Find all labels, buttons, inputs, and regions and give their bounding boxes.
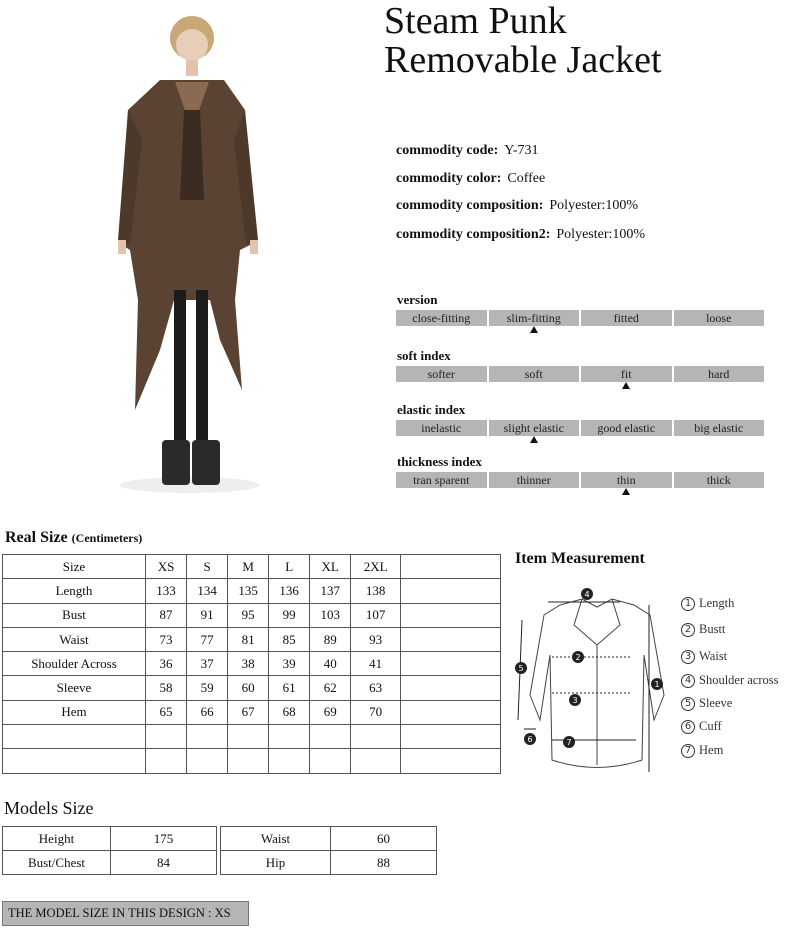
legend-label: Sleeve (699, 696, 733, 710)
scale-option-selected: fit (581, 366, 672, 382)
attribute-commodity-color (396, 171, 545, 187)
scale-option: big elastic (674, 420, 765, 436)
models-table-left (2, 826, 217, 875)
table-cell: 37 (187, 652, 228, 676)
scale-option: tran sparent (396, 472, 487, 488)
legend-item-sleeve (681, 696, 732, 711)
table-cell (187, 749, 228, 773)
table-cell: Bust (3, 603, 146, 627)
attribute-value: Y-731 (504, 143, 539, 158)
scale-thickness-index (396, 472, 764, 488)
table-cell (146, 725, 187, 749)
table-row (3, 851, 217, 875)
svg-text:5: 5 (518, 664, 524, 673)
table-cell: 77 (187, 627, 228, 651)
table-cell: Length (3, 579, 146, 603)
table-row (3, 827, 217, 851)
table-cell: 73 (146, 627, 187, 651)
table-cell: 36 (146, 652, 187, 676)
legend-number: 5 (681, 697, 695, 711)
scale-option: softer (396, 366, 487, 382)
table-cell: 103 (310, 603, 351, 627)
legend-number: 7 (681, 744, 695, 758)
svg-text:3: 3 (572, 696, 578, 705)
table-cell: Bust/Chest (3, 851, 111, 875)
legend-label: Length (699, 596, 735, 610)
attribute-label: commodity color: (396, 171, 502, 186)
table-cell (146, 749, 187, 773)
attribute-label: commodity composition2: (396, 227, 551, 242)
table-cell (269, 725, 310, 749)
scale-option: inelastic (396, 420, 487, 436)
table-cell: 134 (187, 579, 228, 603)
table-cell: Waist (3, 627, 146, 651)
table-row (221, 851, 437, 875)
table-cell (3, 725, 146, 749)
table-cell (351, 749, 401, 773)
table-cell (401, 676, 501, 700)
real-size-title: Real Size (5, 529, 68, 546)
table-cell: 91 (187, 603, 228, 627)
attribute-commodity-composition (396, 198, 638, 214)
table-cell (401, 627, 501, 651)
item-measurement-heading: Item Measurement (515, 550, 645, 567)
scale-soft-index (396, 366, 764, 382)
table-cell: Waist (221, 827, 331, 851)
scale-label-thickness-index: thickness index (397, 454, 482, 469)
scale-option: thinner (489, 472, 580, 488)
table-cell: 87 (146, 603, 187, 627)
attribute-value: Polyester:100% (549, 198, 639, 213)
table-row (3, 700, 501, 724)
table-cell: 95 (228, 603, 269, 627)
attribute-commodity-composition2 (396, 227, 645, 243)
table-cell: 133 (146, 579, 187, 603)
table-cell: 66 (187, 700, 228, 724)
table-header-row (3, 555, 501, 579)
table-cell: 61 (269, 676, 310, 700)
scale-option-selected: slight elastic (489, 420, 580, 436)
title-line-1: Steam Punk (384, 0, 567, 42)
attribute-commodity-code (396, 143, 539, 159)
legend-number: 3 (681, 650, 695, 664)
table-row (3, 676, 501, 700)
scale-version (396, 310, 764, 326)
legend-number: 4 (681, 674, 695, 688)
table-cell: Sleeve (3, 676, 146, 700)
table-header-cell: Size (3, 555, 146, 579)
table-cell: 59 (187, 676, 228, 700)
legend-number: 2 (681, 623, 695, 637)
real-size-heading (5, 529, 142, 547)
table-row (3, 725, 501, 749)
table-cell (228, 749, 269, 773)
table-cell: 70 (351, 700, 401, 724)
table-cell: 62 (310, 676, 351, 700)
table-cell: Hip (221, 851, 331, 875)
table-cell: 40 (310, 652, 351, 676)
legend-item-cuff (681, 719, 722, 734)
table-row (3, 627, 501, 651)
table-cell: 67 (228, 700, 269, 724)
scale-option: close-fitting (396, 310, 487, 326)
svg-text:2: 2 (575, 653, 581, 662)
scale-option: good elastic (581, 420, 672, 436)
table-header-cell: L (269, 555, 310, 579)
table-cell: 63 (351, 676, 401, 700)
svg-text:4: 4 (584, 590, 590, 599)
table-cell (269, 749, 310, 773)
legend-item-waist (681, 649, 727, 664)
legend-label: Shoulder across (699, 673, 779, 687)
table-cell: 138 (351, 579, 401, 603)
table-row (3, 652, 501, 676)
table-cell (228, 725, 269, 749)
table-cell: 39 (269, 652, 310, 676)
table-row (221, 827, 437, 851)
table-cell (401, 652, 501, 676)
table-header-cell: XL (310, 555, 351, 579)
attribute-label: commodity composition: (396, 198, 544, 213)
scale-option: soft (489, 366, 580, 382)
table-cell: 135 (228, 579, 269, 603)
legend-label: Bustt (699, 622, 726, 636)
table-cell: 85 (269, 627, 310, 651)
legend-item-hem (681, 743, 723, 758)
table-cell: Height (3, 827, 111, 851)
legend-item-shoulder-across (681, 673, 779, 688)
table-cell: 38 (228, 652, 269, 676)
table-cell (310, 749, 351, 773)
table-row (3, 603, 501, 627)
attribute-value: Coffee (507, 171, 546, 186)
table-cell: 107 (351, 603, 401, 627)
legend-label: Hem (699, 743, 724, 757)
attribute-label: commodity code: (396, 143, 499, 158)
table-header-cell (401, 555, 501, 579)
table-cell: 65 (146, 700, 187, 724)
table-header-cell: M (228, 555, 269, 579)
table-cell (310, 725, 351, 749)
table-cell: 41 (351, 652, 401, 676)
models-table-right (220, 826, 437, 875)
svg-text:7: 7 (566, 738, 572, 747)
table-header-cell: XS (146, 555, 187, 579)
legend-item-bust (681, 622, 725, 637)
scale-label-version: version (397, 292, 438, 307)
table-cell (401, 700, 501, 724)
size-table (2, 554, 501, 774)
scale-option-selected: slim-fitting (489, 310, 580, 326)
legend-number: 6 (681, 720, 695, 734)
scale-label-soft-index: soft index (397, 348, 451, 363)
table-cell: Hem (3, 700, 146, 724)
legend-label: Waist (699, 649, 728, 663)
svg-text:1: 1 (654, 680, 660, 689)
table-cell: 60 (228, 676, 269, 700)
table-cell: 89 (310, 627, 351, 651)
scale-label-elastic-index: elastic index (397, 402, 466, 417)
models-size-heading: Models Size (4, 798, 94, 818)
svg-text:6: 6 (527, 735, 533, 744)
table-cell: 84 (111, 851, 217, 875)
table-cell: 175 (111, 827, 217, 851)
table-cell: 136 (269, 579, 310, 603)
coat-measurement-diagram (512, 585, 682, 780)
attribute-value: Polyester:100% (556, 227, 646, 242)
real-size-unit: (Centimeters) (71, 531, 143, 545)
table-header-cell: S (187, 555, 228, 579)
scale-option: hard (674, 366, 765, 382)
table-cell: 99 (269, 603, 310, 627)
table-cell: 93 (351, 627, 401, 651)
legend-label: Cuff (699, 719, 722, 733)
table-cell: 137 (310, 579, 351, 603)
table-cell: 81 (228, 627, 269, 651)
scale-elastic-index (396, 420, 764, 436)
product-photo (100, 0, 280, 495)
table-cell (351, 725, 401, 749)
table-cell (401, 749, 501, 773)
table-cell: 60 (331, 827, 437, 851)
table-cell (187, 725, 228, 749)
table-cell: 69 (310, 700, 351, 724)
table-cell: 88 (331, 851, 437, 875)
table-cell: 58 (146, 676, 187, 700)
scale-option: fitted (581, 310, 672, 326)
legend-item-length (681, 596, 734, 611)
scale-option: thick (674, 472, 765, 488)
table-header-cell: 2XL (351, 555, 401, 579)
table-cell: Shoulder Across (3, 652, 146, 676)
table-cell (401, 579, 501, 603)
model-size-note: THE MODEL SIZE IN THIS DESIGN : XS (2, 901, 249, 926)
scale-option: loose (674, 310, 765, 326)
table-cell (401, 725, 501, 749)
product-title (384, 2, 794, 80)
legend-number: 1 (681, 597, 695, 611)
title-line-2: Removable Jacket (384, 39, 662, 81)
table-cell: 68 (269, 700, 310, 724)
table-cell (401, 603, 501, 627)
table-cell (3, 749, 146, 773)
scale-option-selected: thin (581, 472, 672, 488)
table-row (3, 579, 501, 603)
table-row (3, 749, 501, 773)
